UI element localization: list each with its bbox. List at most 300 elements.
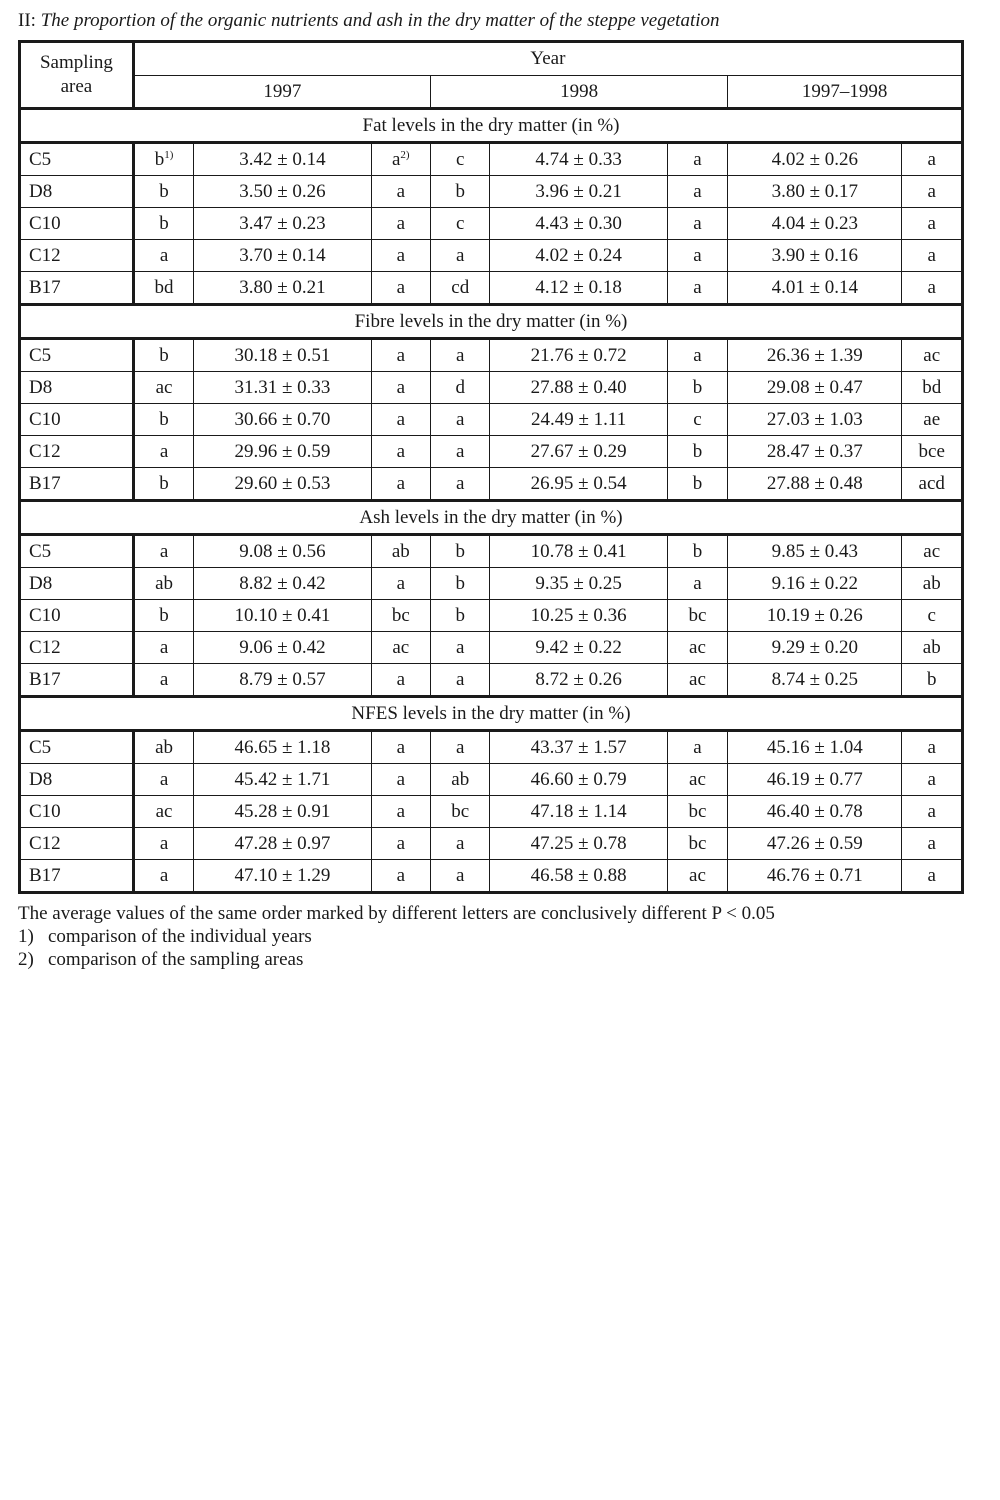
- value-1997-cell: [194, 764, 371, 796]
- value-1998-cell: [490, 208, 667, 240]
- year-comparison-1998: a: [456, 669, 465, 690]
- table-row: [20, 208, 963, 240]
- footnote-1: [18, 925, 978, 948]
- year-comparison-1997: b: [159, 605, 169, 626]
- value-1998-cell: [490, 535, 667, 568]
- value-1997: 8.79 ± 0.57: [239, 669, 326, 690]
- area-comparison-1998-cell: [667, 143, 727, 176]
- area-comparison-1997-1998-cell: [902, 404, 963, 436]
- footnote-2-text: comparison of the sampling areas: [48, 949, 304, 970]
- area-comparison-1997-1998-cell: [902, 828, 963, 860]
- area-comparison-1998: bc: [688, 833, 707, 854]
- sampling-line2: area: [60, 76, 93, 97]
- area-comparison-1997-1998: a: [927, 245, 936, 266]
- area-comparison-1997: a: [396, 213, 406, 234]
- area-comparison-1998-cell: [667, 372, 727, 404]
- value-1998-cell: [490, 600, 667, 632]
- sampling-area-cell: C5: [20, 143, 134, 176]
- table-row: [20, 860, 963, 893]
- footnote-1-text: comparison of the individual years: [48, 926, 312, 947]
- year-comparison-1998-cell: [431, 600, 490, 632]
- value-1998-cell: [490, 272, 667, 305]
- year-comparison-1997-cell: [133, 764, 193, 796]
- value-1997: 45.28 ± 0.91: [234, 801, 331, 822]
- year-comparison-1997: a: [159, 441, 169, 462]
- year-comparison-1997: ab: [155, 737, 174, 758]
- sampling-area-cell: C10: [20, 796, 134, 828]
- footnote-main: The average values of the same order marked by different letters are conclusively different P < 0.05: [18, 903, 775, 924]
- year-comparison-1997-cell: [133, 208, 193, 240]
- year-comparison-1997: a: [159, 833, 169, 854]
- area-comparison-1997-1998-cell: [902, 272, 963, 305]
- value-1997-1998: 28.47 ± 0.37: [766, 441, 863, 462]
- year-comparison-1998: ab: [451, 769, 470, 790]
- area-comparison-1997-1998-cell: [902, 535, 963, 568]
- value-1998-cell: [490, 339, 667, 372]
- area-comparison-1998: ac: [689, 669, 706, 690]
- table-caption: [18, 10, 978, 32]
- area-comparison-1997-cell: [371, 664, 430, 697]
- area-comparison-1998-cell: [667, 568, 727, 600]
- value-1997-cell: [194, 143, 371, 176]
- year-comparison-1998-cell: [431, 860, 490, 893]
- value-1997-1998: 3.80 ± 0.17: [771, 181, 859, 202]
- value-1997-1998: 9.85 ± 0.43: [771, 541, 859, 562]
- area-comparison-1997-cell: [371, 339, 430, 372]
- table-row: [20, 372, 963, 404]
- value-1997-1998: 8.74 ± 0.25: [771, 669, 859, 690]
- value-1998-cell: [490, 860, 667, 893]
- value-1998: 9.42 ± 0.22: [535, 637, 622, 658]
- value-1997: 30.66 ± 0.70: [234, 409, 331, 430]
- year-comparison-1997-cell: [133, 664, 193, 697]
- sampling-area-cell: C10: [20, 208, 134, 240]
- area-comparison-1997: ab: [391, 541, 410, 562]
- area-comparison-1997-1998: bd: [922, 377, 942, 398]
- table-row: [20, 764, 963, 796]
- area-comparison-1998: a: [693, 245, 702, 266]
- value-1998: 4.02 ± 0.24: [535, 245, 622, 266]
- value-1997-cell: [194, 796, 371, 828]
- area-comparison-1997: a: [396, 441, 406, 462]
- area-comparison-1998-cell: [667, 731, 727, 764]
- area-comparison-1997-1998: b: [926, 669, 937, 690]
- year-comparison-1998: c: [456, 213, 465, 234]
- year-comparison-1997-cell: [133, 468, 193, 501]
- area-comparison-1997-cell: [371, 272, 430, 305]
- year-comparison-1998: d: [455, 377, 465, 398]
- area-comparison-1998-cell: [667, 796, 727, 828]
- year-comparison-1998-cell: [431, 272, 490, 305]
- sampling-area-cell: C12: [20, 632, 134, 664]
- value-1997-1998: 4.04 ± 0.23: [771, 213, 859, 234]
- area-comparison-1998: b: [692, 377, 703, 398]
- year-comparison-1998: c: [456, 149, 465, 170]
- value-1997-1998-cell: [728, 436, 902, 468]
- value-1998: 10.25 ± 0.36: [530, 605, 627, 626]
- sampling-area-cell: D8: [20, 568, 134, 600]
- value-1998: 24.49 ± 1.11: [530, 409, 627, 430]
- area-comparison-1997-cell: [371, 468, 430, 501]
- sampling-area-cell: B17: [20, 272, 134, 305]
- value-1997-cell: [194, 208, 371, 240]
- value-1997: 8.82 ± 0.42: [239, 573, 326, 594]
- year-comparison-1997-cell: [133, 632, 193, 664]
- table-row: [20, 339, 963, 372]
- value-1997: 45.42 ± 1.71: [234, 769, 331, 790]
- value-1998-cell: [490, 436, 667, 468]
- year-comparison-1998-cell: [431, 468, 490, 501]
- sampling-area-cell: B17: [20, 860, 134, 893]
- value-1998-cell: [490, 828, 667, 860]
- area-comparison-1997-cell: [371, 632, 430, 664]
- area-comparison-1998: a: [693, 573, 702, 594]
- footnote-2: [18, 948, 978, 971]
- year-comparison-1997-cell: [133, 436, 193, 468]
- table-row: [20, 468, 963, 501]
- area-comparison-1998: b: [692, 473, 703, 494]
- year-1997-header: 1997: [133, 75, 430, 109]
- caption-prefix: II:: [18, 10, 41, 31]
- value-1998-cell: [490, 404, 667, 436]
- value-1998-cell: [490, 731, 667, 764]
- value-1998: 9.35 ± 0.25: [535, 573, 622, 594]
- area-comparison-1998-cell: [667, 764, 727, 796]
- year-comparison-1997: a: [159, 541, 169, 562]
- area-comparison-1997-1998: bce: [918, 441, 945, 462]
- year-comparison-1998: cd: [451, 277, 470, 298]
- value-1997-1998: 45.16 ± 1.04: [766, 737, 863, 758]
- year-comparison-1998-cell: [431, 208, 490, 240]
- area-comparison-1997-1998: acd: [918, 473, 945, 494]
- area-comparison-1998: bc: [688, 605, 707, 626]
- header-row: [20, 42, 963, 76]
- area-comparison-1998-cell: [667, 860, 727, 893]
- value-1998-cell: [490, 240, 667, 272]
- section-title-row: [20, 697, 963, 731]
- value-1997-cell: [194, 632, 371, 664]
- value-1997-1998-cell: [728, 860, 902, 893]
- area-comparison-1997: a: [396, 865, 406, 886]
- area-comparison-1998: a: [693, 345, 702, 366]
- value-1997-1998: 27.03 ± 1.03: [766, 409, 863, 430]
- footnotes: [18, 902, 978, 971]
- year-comparison-1997: a: [159, 245, 169, 266]
- area-comparison-1997-1998: a: [927, 801, 936, 822]
- area-comparison-1998-cell: [667, 535, 727, 568]
- area-comparison-1997-1998: ac: [923, 541, 941, 562]
- year-comparison-1997-cell: [133, 535, 193, 568]
- value-1997-1998-cell: [728, 240, 902, 272]
- year-comparison-1998: a: [456, 345, 465, 366]
- value-1998: 4.74 ± 0.33: [535, 149, 622, 170]
- table-row: [20, 272, 963, 305]
- area-comparison-1997-cell: [371, 764, 430, 796]
- area-comparison-1997-cell: [371, 828, 430, 860]
- year-comparison-1997: a: [159, 669, 169, 690]
- area-comparison-1997: ac: [392, 637, 410, 658]
- value-1998: 47.25 ± 0.78: [530, 833, 627, 854]
- area-comparison-1997: a: [396, 377, 406, 398]
- area-comparison-1997-1998: a: [927, 865, 936, 886]
- area-comparison-1998-cell: [667, 664, 727, 697]
- year-comparison-1997: ac: [155, 801, 173, 822]
- value-1997-1998: 26.36 ± 1.39: [766, 345, 863, 366]
- area-comparison-1997-1998-cell: [902, 339, 963, 372]
- area-comparison-1998: a: [693, 149, 702, 170]
- year-comparison-1997: b: [159, 473, 169, 494]
- value-1997: 10.10 ± 0.41: [234, 605, 331, 626]
- year-comparison-1998-cell: [431, 143, 490, 176]
- area-comparison-1997: a: [396, 801, 406, 822]
- area-comparison-1998-cell: [667, 468, 727, 501]
- year-comparison-1998-cell: [431, 664, 490, 697]
- value-1997-1998-cell: [728, 664, 902, 697]
- value-1997-cell: [194, 372, 371, 404]
- value-1998: 27.88 ± 0.40: [530, 377, 627, 398]
- area-comparison-1997: a: [396, 573, 406, 594]
- value-1998: 26.95 ± 0.54: [530, 473, 627, 494]
- value-1998-cell: [490, 632, 667, 664]
- area-comparison-1997-cell: [371, 208, 430, 240]
- sampling-line1: Sampling: [39, 52, 113, 73]
- value-1997-1998-cell: [728, 272, 902, 305]
- table-row: [20, 535, 963, 568]
- table-row: [20, 240, 963, 272]
- year-comparison-1997: b: [159, 213, 169, 234]
- value-1997: 3.80 ± 0.21: [239, 277, 326, 298]
- value-1998: 43.37 ± 1.57: [530, 737, 627, 758]
- area-comparison-1997: a: [391, 149, 401, 170]
- area-comparison-1998-cell: [667, 600, 727, 632]
- section-title: NFES levels in the dry matter (in %): [20, 697, 963, 731]
- value-1997: 46.65 ± 1.18: [234, 737, 331, 758]
- area-comparison-1997: a: [396, 669, 406, 690]
- year-comparison-1998: a: [456, 245, 465, 266]
- value-1997: 3.50 ± 0.26: [239, 181, 326, 202]
- value-1997-1998: 46.76 ± 0.71: [766, 865, 863, 886]
- value-1997: 47.10 ± 1.29: [234, 865, 331, 886]
- area-comparison-1997: a: [396, 409, 406, 430]
- area-comparison-1997-cell: [371, 404, 430, 436]
- area-comparison-1997: a: [396, 833, 406, 854]
- sampling-area-cell: C5: [20, 535, 134, 568]
- year-comparison-1997-cell: [133, 372, 193, 404]
- area-comparison-1997-1998-cell: [902, 468, 963, 501]
- value-1998: 21.76 ± 0.72: [530, 345, 627, 366]
- area-comparison-1997: a: [396, 769, 406, 790]
- value-1997: 30.18 ± 0.51: [234, 345, 331, 366]
- section-title-row: [20, 305, 963, 339]
- area-comparison-1997-1998: ac: [923, 345, 941, 366]
- sampling-area-cell: C10: [20, 600, 134, 632]
- table-row: [20, 796, 963, 828]
- value-1997-1998-cell: [728, 468, 902, 501]
- value-1997-1998-cell: [728, 764, 902, 796]
- area-comparison-1997-1998: a: [927, 181, 936, 202]
- area-comparison-1997-cell: [371, 731, 430, 764]
- value-1997: 29.96 ± 0.59: [234, 441, 331, 462]
- sampling-area-cell: C12: [20, 436, 134, 468]
- area-comparison-1998: a: [693, 181, 702, 202]
- footnote-1-number: 1): [18, 926, 34, 947]
- value-1998: 46.60 ± 0.79: [530, 769, 627, 790]
- value-1997-1998: 47.26 ± 0.59: [766, 833, 863, 854]
- year-comparison-1997-cell: [133, 600, 193, 632]
- section-title-row: [20, 501, 963, 535]
- value-1997-1998-cell: [728, 632, 902, 664]
- sampling-area-header: [20, 42, 134, 109]
- value-1997-cell: [194, 240, 371, 272]
- year-comparison-1997: a: [159, 769, 169, 790]
- value-1997-cell: [194, 600, 371, 632]
- value-1998-cell: [490, 764, 667, 796]
- year-comparison-1998: a: [456, 473, 465, 494]
- year-comparison-1997-cell: [133, 240, 193, 272]
- area-comparison-1998: b: [692, 441, 703, 462]
- area-comparison-1997-cell: [371, 436, 430, 468]
- value-1997-1998-cell: [728, 143, 902, 176]
- area-comparison-1997-1998-cell: [902, 600, 963, 632]
- year-comparison-1998: b: [455, 573, 465, 594]
- year-comparison-1997: b: [159, 181, 169, 202]
- value-1997: 31.31 ± 0.33: [234, 377, 331, 398]
- year-comparison-1997: ac: [155, 377, 173, 398]
- year-comparison-1998: b: [455, 181, 465, 202]
- value-1998-cell: [490, 664, 667, 697]
- area-comparison-1997-1998: c: [927, 605, 936, 626]
- value-1998: 27.67 ± 0.29: [530, 441, 627, 462]
- area-comparison-1997: a: [396, 345, 406, 366]
- area-comparison-1997-1998: ae: [923, 409, 941, 430]
- sampling-area-cell: B17: [20, 664, 134, 697]
- table-row: [20, 731, 963, 764]
- year-comparison-1998: a: [456, 441, 465, 462]
- value-1997-cell: [194, 176, 371, 208]
- value-1997-1998: 4.02 ± 0.26: [771, 149, 859, 170]
- area-comparison-1998-cell: [667, 272, 727, 305]
- area-comparison-1997-cell: [371, 176, 430, 208]
- value-1997-1998-cell: [728, 208, 902, 240]
- footnote-2-number: 2): [18, 949, 34, 970]
- value-1997-1998-cell: [728, 404, 902, 436]
- table-row: [20, 404, 963, 436]
- table-row: [20, 632, 963, 664]
- value-1997: 3.70 ± 0.14: [239, 245, 326, 266]
- value-1997: 3.42 ± 0.14: [239, 149, 326, 170]
- year-comparison-1997-cell: [133, 143, 193, 176]
- value-1997-cell: [194, 828, 371, 860]
- area-comparison-1997-1998-cell: [902, 436, 963, 468]
- value-1997-1998: 27.88 ± 0.48: [766, 473, 863, 494]
- value-1998-cell: [490, 372, 667, 404]
- year-comparison-1997-cell: [133, 176, 193, 208]
- area-comparison-1997: a: [396, 737, 406, 758]
- area-comparison-1998-cell: [667, 828, 727, 860]
- area-comparison-1997-1998-cell: [902, 208, 963, 240]
- year-comparison-1997-cell: [133, 796, 193, 828]
- year-comparison-1997: b: [159, 409, 169, 430]
- area-comparison-1997-1998: a: [927, 737, 936, 758]
- area-comparison-1998: bc: [688, 801, 707, 822]
- value-1997-cell: [194, 339, 371, 372]
- area-comparison-1997: a: [396, 245, 406, 266]
- value-1997-cell: [194, 436, 371, 468]
- table-row: [20, 568, 963, 600]
- section-title: Fibre levels in the dry matter (in %): [20, 305, 963, 339]
- year-header: Year: [133, 42, 962, 76]
- years-row: [20, 75, 963, 109]
- area-comparison-1998-cell: [667, 240, 727, 272]
- value-1998: 3.96 ± 0.21: [535, 181, 622, 202]
- value-1997: 9.08 ± 0.56: [239, 541, 326, 562]
- value-1997-cell: [194, 404, 371, 436]
- year-comparison-1997-cell: [133, 828, 193, 860]
- year-comparison-1998-cell: [431, 176, 490, 208]
- area-comparison-1997-1998-cell: [902, 764, 963, 796]
- area-comparison-1997-1998-cell: [902, 568, 963, 600]
- area-comparison-1997-1998-cell: [902, 664, 963, 697]
- sampling-area-cell: C5: [20, 731, 134, 764]
- sampling-area-cell: D8: [20, 372, 134, 404]
- value-1997-1998-cell: [728, 828, 902, 860]
- sampling-area-cell: C10: [20, 404, 134, 436]
- value-1997-1998: 46.40 ± 0.78: [766, 801, 863, 822]
- value-1998-cell: [490, 143, 667, 176]
- table-row: [20, 176, 963, 208]
- value-1998-cell: [490, 468, 667, 501]
- year-comparison-1998: b: [455, 541, 465, 562]
- value-1997-1998-cell: [728, 176, 902, 208]
- area-comparison-1997: a: [396, 473, 406, 494]
- area-comparison-1997-1998-cell: [902, 731, 963, 764]
- sampling-area-cell: D8: [20, 764, 134, 796]
- year-comparison-1997: bd: [154, 277, 174, 298]
- year-comparison-1997: b: [154, 149, 165, 170]
- year-comparison-1998-cell: [431, 828, 490, 860]
- area-comparison-1997: a: [396, 277, 406, 298]
- sampling-area-cell: B17: [20, 468, 134, 501]
- year-comparison-1998-cell: [431, 240, 490, 272]
- area-comparison-1998-cell: [667, 404, 727, 436]
- value-1997-1998: 46.19 ± 0.77: [766, 769, 863, 790]
- value-1997: 9.06 ± 0.42: [239, 637, 326, 658]
- value-1998-cell: [490, 796, 667, 828]
- value-1997-1998: 10.19 ± 0.26: [766, 605, 863, 626]
- area-comparison-1997-cell: [371, 240, 430, 272]
- area-comparison-1997-1998-cell: [902, 860, 963, 893]
- sampling-area-cell: D8: [20, 176, 134, 208]
- area-comparison-1997-cell: [371, 568, 430, 600]
- value-1997-1998: 29.08 ± 0.47: [766, 377, 863, 398]
- year-1998-header: 1998: [431, 75, 728, 109]
- value-1997-cell: [194, 535, 371, 568]
- value-1997-1998-cell: [728, 600, 902, 632]
- area-comparison-1998-cell: [667, 339, 727, 372]
- value-1997-1998: 9.29 ± 0.20: [771, 637, 859, 658]
- value-1998: 4.12 ± 0.18: [535, 277, 622, 298]
- value-1997-1998-cell: [728, 731, 902, 764]
- area-comparison-1997-1998: a: [927, 213, 936, 234]
- year-comparison-1998-cell: [431, 372, 490, 404]
- value-1997-1998: 4.01 ± 0.14: [771, 277, 859, 298]
- area-comparison-1997-1998-cell: [902, 176, 963, 208]
- year-comparison-1998: a: [456, 737, 465, 758]
- year-comparison-1998: b: [455, 605, 465, 626]
- area-comparison-1997-cell: [371, 600, 430, 632]
- area-comparison-1997-1998: a: [927, 769, 936, 790]
- year-combined-header: 1997–1998: [728, 75, 963, 109]
